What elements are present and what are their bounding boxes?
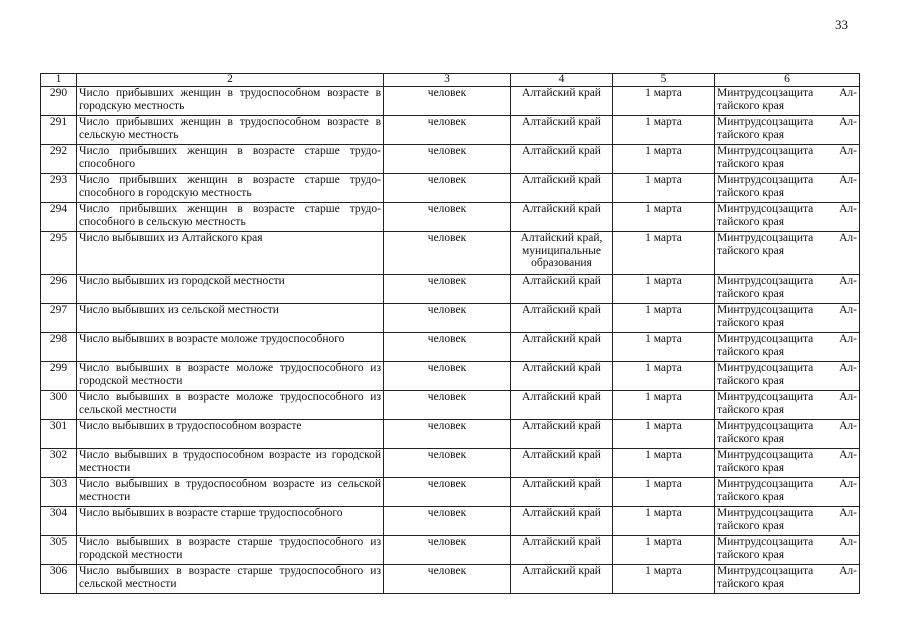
column-header-6: 6 [715, 74, 860, 87]
unit-of-measure: человек [384, 174, 511, 203]
column-header-3: 3 [384, 74, 511, 87]
row-number: 306 [41, 565, 77, 594]
unit-of-measure: человек [384, 449, 511, 478]
table-row [41, 116, 860, 145]
table-row [41, 391, 860, 420]
submission-date: 1 марта [613, 565, 715, 594]
territory: Алтайский край [511, 116, 613, 145]
responsible-agency: Минтрудсоцзащита Алтайского края [715, 449, 860, 478]
submission-date: 1 марта [613, 174, 715, 203]
territory: Алтайский край [511, 565, 613, 594]
row-number: 290 [41, 87, 77, 116]
table-row [41, 333, 860, 362]
territory: Алтайский край [511, 391, 613, 420]
submission-date: 1 марта [613, 275, 715, 304]
submission-date: 1 марта [613, 362, 715, 391]
responsible-agency: Минтрудсоцзащита Алтайского края [715, 478, 860, 507]
row-number: 292 [41, 145, 77, 174]
indicator-name: Число выбывших из сельской местности [77, 304, 384, 333]
row-number: 291 [41, 116, 77, 145]
unit-of-measure: человек [384, 478, 511, 507]
indicator-name: Число прибывших женщин в возрасте старше трудоспособного [77, 145, 384, 174]
territory: Алтайский край [511, 203, 613, 232]
indicator-name: Число прибывших женщин в трудоспособном возрасте в городскую местность [77, 87, 384, 116]
unit-of-measure: человек [384, 304, 511, 333]
submission-date: 1 марта [613, 203, 715, 232]
row-number: 299 [41, 362, 77, 391]
responsible-agency: Минтрудсоцзащита Алтайского края [715, 420, 860, 449]
submission-date: 1 марта [613, 145, 715, 174]
row-number: 298 [41, 333, 77, 362]
table-row [41, 536, 860, 565]
indicator-name: Число выбывших в возрасте старше трудоспособного из городской местности [77, 536, 384, 565]
table-row [41, 362, 860, 391]
responsible-agency: Минтрудсоцзащита Алтайского края [715, 391, 860, 420]
indicator-name: Число выбывших из Алтайского края [77, 232, 384, 275]
territory: Алтайский край [511, 304, 613, 333]
table-row [41, 304, 860, 333]
unit-of-measure: человек [384, 507, 511, 536]
responsible-agency: Минтрудсоцзащита Алтайского края [715, 232, 860, 275]
territory: Алтайский край [511, 174, 613, 203]
indicator-name: Число выбывших в трудоспособном возрасте из городской местности [77, 449, 384, 478]
row-number: 300 [41, 391, 77, 420]
responsible-agency: Минтрудсоцзащита Алтайского края [715, 203, 860, 232]
indicator-name: Число прибывших женщин в возрасте старше трудоспособного в городскую местность [77, 174, 384, 203]
submission-date: 1 марта [613, 507, 715, 536]
header-row [41, 74, 860, 87]
territory: Алтайский край [511, 275, 613, 304]
row-number: 295 [41, 232, 77, 275]
row-number: 296 [41, 275, 77, 304]
submission-date: 1 марта [613, 391, 715, 420]
territory: Алтайский край [511, 145, 613, 174]
responsible-agency: Минтрудсоцзащита Алтайского края [715, 536, 860, 565]
territory: Алтайский край [511, 507, 613, 536]
territory: Алтайский край [511, 478, 613, 507]
submission-date: 1 марта [613, 232, 715, 275]
indicator-name: Число выбывших в трудоспособном возрасте [77, 420, 384, 449]
row-number: 304 [41, 507, 77, 536]
unit-of-measure: человек [384, 391, 511, 420]
row-number: 301 [41, 420, 77, 449]
submission-date: 1 марта [613, 478, 715, 507]
indicator-name: Число выбывших в возрасте моложе трудоспособного [77, 333, 384, 362]
row-number: 294 [41, 203, 77, 232]
responsible-agency: Минтрудсоцзащита Алтайского края [715, 362, 860, 391]
unit-of-measure: человек [384, 145, 511, 174]
row-number: 293 [41, 174, 77, 203]
territory: Алтайский край [511, 420, 613, 449]
submission-date: 1 марта [613, 333, 715, 362]
responsible-agency: Минтрудсоцзащита Алтайского края [715, 565, 860, 594]
territory: Алтайский край [511, 449, 613, 478]
submission-date: 1 марта [613, 536, 715, 565]
indicator-name: Число выбывших в возрасте старше трудоспособного [77, 507, 384, 536]
row-number: 305 [41, 536, 77, 565]
indicator-name: Число выбывших в возрасте старше трудоспособного из сельской местности [77, 565, 384, 594]
column-header-4: 4 [511, 74, 613, 87]
responsible-agency: Минтрудсоцзащита Алтайского края [715, 145, 860, 174]
unit-of-measure: человек [384, 275, 511, 304]
territory: Алтайский край [511, 87, 613, 116]
table-body [41, 87, 860, 594]
indicator-name: Число выбывших в возрасте моложе трудоспособного из городской местности [77, 362, 384, 391]
submission-date: 1 марта [613, 304, 715, 333]
indicator-name: Число прибывших женщин в возрасте старше трудоспособного в сельскую местность [77, 203, 384, 232]
table-row [41, 420, 860, 449]
unit-of-measure: человек [384, 362, 511, 391]
responsible-agency: Минтрудсоцзащита Алтайского края [715, 116, 860, 145]
submission-date: 1 марта [613, 449, 715, 478]
table-row [41, 275, 860, 304]
row-number: 303 [41, 478, 77, 507]
table-row [41, 565, 860, 594]
row-number: 302 [41, 449, 77, 478]
column-header-5: 5 [613, 74, 715, 87]
territory: Алтайский край, муниципальные образования [511, 232, 613, 275]
indicator-name: Число выбывших в трудоспособном возрасте из сельской местности [77, 478, 384, 507]
submission-date: 1 марта [613, 87, 715, 116]
unit-of-measure: человек [384, 333, 511, 362]
submission-date: 1 марта [613, 420, 715, 449]
row-number: 297 [41, 304, 77, 333]
table-row [41, 507, 860, 536]
unit-of-measure: человек [384, 565, 511, 594]
column-header-1: 1 [41, 74, 77, 87]
table-row [41, 203, 860, 232]
responsible-agency: Минтрудсоцзащита Алтайского края [715, 275, 860, 304]
responsible-agency: Минтрудсоцзащита Алтайского края [715, 87, 860, 116]
responsible-agency: Минтрудсоцзащита Алтайского края [715, 507, 860, 536]
unit-of-measure: человек [384, 232, 511, 275]
territory: Алтайский край [511, 536, 613, 565]
indicator-name: Число выбывших в возрасте моложе трудоспособного из сельской местности [77, 391, 384, 420]
table-row [41, 87, 860, 116]
responsible-agency: Минтрудсоцзащита Алтайского края [715, 333, 860, 362]
table-row [41, 174, 860, 203]
responsible-agency: Минтрудсоцзащита Алтайского края [715, 174, 860, 203]
territory: Алтайский край [511, 362, 613, 391]
territory: Алтайский край [511, 333, 613, 362]
unit-of-measure: человек [384, 420, 511, 449]
table-row [41, 145, 860, 174]
unit-of-measure: человек [384, 203, 511, 232]
table-row [41, 478, 860, 507]
table-row [41, 232, 860, 275]
table-header [41, 74, 860, 87]
indicator-name: Число выбывших из городской местности [77, 275, 384, 304]
indicators-table [40, 73, 860, 594]
table-row [41, 449, 860, 478]
page-number: 33 [835, 17, 848, 32]
unit-of-measure: человек [384, 536, 511, 565]
responsible-agency: Минтрудсоцзащита Алтайского края [715, 304, 860, 333]
unit-of-measure: человек [384, 116, 511, 145]
indicator-name: Число прибывших женщин в трудоспособном возрасте в сельскую местность [77, 116, 384, 145]
submission-date: 1 марта [613, 116, 715, 145]
unit-of-measure: человек [384, 87, 511, 116]
column-header-2: 2 [77, 74, 384, 87]
